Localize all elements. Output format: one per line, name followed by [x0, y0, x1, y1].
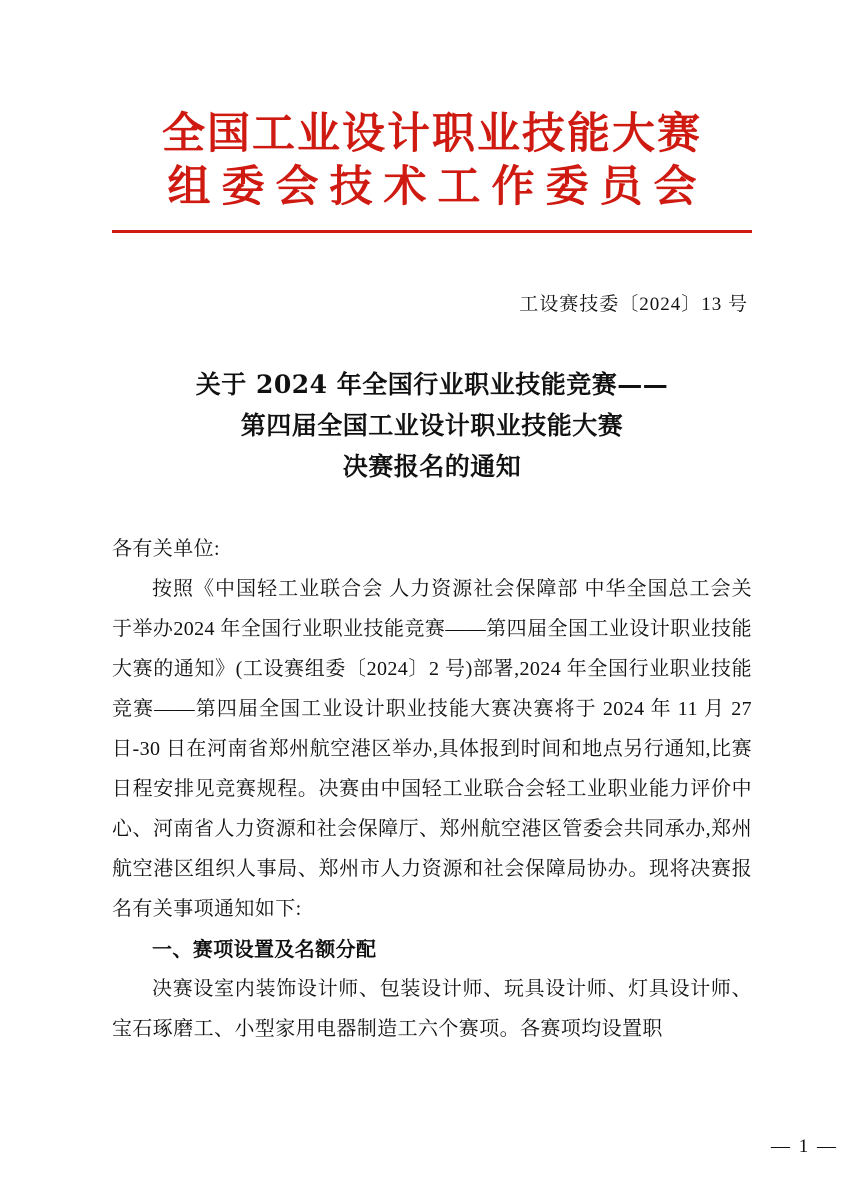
page-number: — 1 —: [771, 1136, 838, 1157]
page-content: [112, 0, 752, 1200]
salutation: 各有关单位:: [112, 538, 220, 560]
section-heading-1: 一、赛项设置及名额分配: [152, 937, 377, 961]
masthead-red-rule: [112, 230, 752, 233]
masthead-line-1: 全国工业设计职业技能大赛: [162, 109, 702, 159]
paragraph-1: 按照《中国轻工业联合会 人力资源社会保障部 中华全国总工会关于举办2024 年全国行业职业技能竞赛——第四届全国工业设计职业技能大赛的通知》(工设赛组委〔2024〕2 号)部署,2024 年全国行业职业技能竞赛——第四届全国工业设计职业技能大赛决赛将于 2024 年 11 月 27 日-30 日在河南省郑州航空港区举办,具体报到时间和地点另行通知,比赛日程安排见竞赛规程。决赛由中国轻工业联合会轻工业职业能力评价中心、河南省人力资源和社会保障厅、郑州航空港区管委会共同承办,郑州航空港区组织人事局、郑州市人力资源和社会保障局协办。现将决赛报名有关事项通知如下:: [112, 578, 752, 920]
document-number: 工设赛技委〔2024〕13 号: [519, 294, 748, 315]
title-line-3: 决赛报名的通知: [342, 452, 522, 481]
document-title: [112, 364, 752, 487]
title-line-1: 关于 2024 年全国行业职业技能竞赛——: [195, 370, 669, 399]
paragraph-2: 决赛设室内装饰设计师、包装设计师、玩具设计师、灯具设计师、宝石琢磨工、小型家用电器制造工六个赛项。各赛项均设置职: [112, 978, 752, 1040]
title-line-2: 第四届全国工业设计职业技能大赛: [240, 411, 624, 440]
masthead: [112, 108, 752, 233]
masthead-line-2: 组委会技术工作委员会: [167, 162, 708, 212]
document-body: [112, 529, 752, 1049]
